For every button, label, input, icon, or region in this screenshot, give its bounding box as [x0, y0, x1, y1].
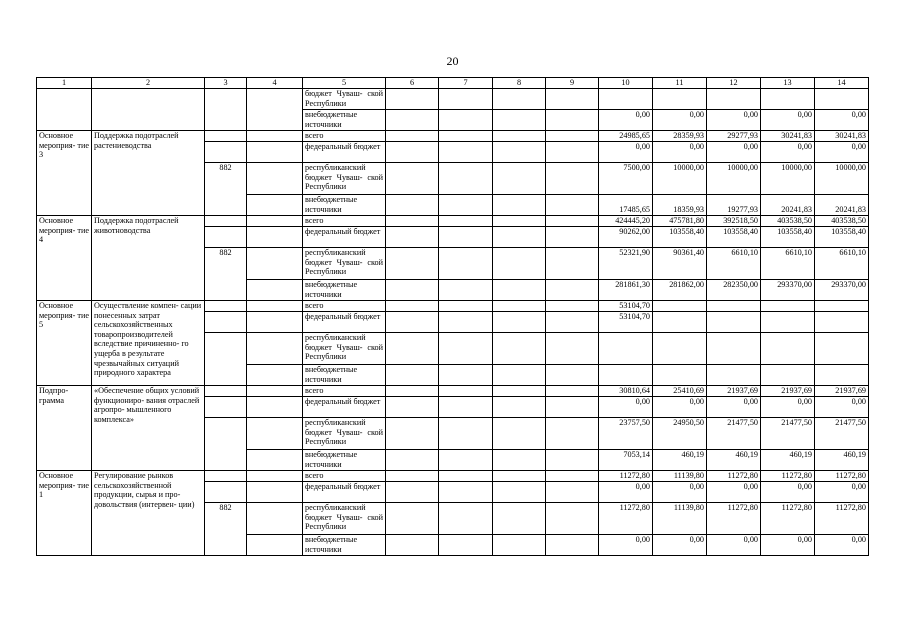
value-cell: 0,00 — [761, 482, 815, 503]
empty-cell — [493, 535, 546, 556]
empty-cell — [546, 280, 599, 301]
empty-cell — [247, 450, 303, 471]
empty-cell — [247, 142, 303, 163]
value-cell: 11272,80 — [761, 471, 815, 482]
empty-cell — [247, 89, 303, 110]
value-cell: 281861,30 — [599, 280, 653, 301]
value-cell: 7053,14 — [599, 450, 653, 471]
value-cell: 17485,65 — [599, 195, 653, 216]
empty-cell — [439, 365, 493, 386]
empty-cell — [493, 482, 546, 503]
empty-cell — [386, 503, 439, 535]
name-cell — [92, 89, 205, 110]
value-cell — [599, 333, 653, 365]
empty-cell — [386, 227, 439, 248]
value-cell: 460,19 — [707, 450, 761, 471]
empty-cell — [247, 110, 303, 131]
value-cell: 0,00 — [653, 482, 707, 503]
empty-cell — [386, 535, 439, 556]
empty-cell — [546, 110, 599, 131]
page-number: 20 — [446, 54, 459, 68]
value-cell — [707, 89, 761, 110]
empty-cell — [546, 535, 599, 556]
source-cell: внебюджетные источники — [303, 535, 386, 556]
value-cell: 0,00 — [707, 482, 761, 503]
value-cell: 0,00 — [653, 142, 707, 163]
empty-cell — [386, 418, 439, 450]
column-number-11: 11 — [653, 78, 707, 89]
value-cell: 19277,93 — [707, 195, 761, 216]
empty-cell — [386, 195, 439, 216]
value-cell: 21937,69 — [815, 386, 869, 397]
empty-cell — [546, 227, 599, 248]
value-cell: 30810,64 — [599, 386, 653, 397]
value-cell — [599, 365, 653, 386]
value-cell: 103558,40 — [653, 227, 707, 248]
empty-cell — [493, 450, 546, 471]
column-number-7: 7 — [439, 78, 493, 89]
value-cell: 10000,00 — [653, 163, 707, 195]
empty-cell — [247, 227, 303, 248]
empty-cell — [546, 471, 599, 482]
source-cell: всего — [303, 386, 386, 397]
table-row — [37, 89, 869, 110]
value-cell — [653, 301, 707, 312]
empty-cell — [386, 482, 439, 503]
empty-cell — [247, 195, 303, 216]
value-cell — [761, 301, 815, 312]
column-number-9: 9 — [546, 78, 599, 89]
status-cell: Основное мероприя- тие 5 — [37, 301, 92, 386]
table-row — [37, 110, 869, 131]
empty-cell — [546, 195, 599, 216]
empty-cell — [493, 216, 546, 227]
code-cell: 882 — [205, 163, 247, 216]
value-cell: 281862,00 — [653, 280, 707, 301]
value-cell: 403538,50 — [815, 216, 869, 227]
empty-cell — [247, 535, 303, 556]
value-cell — [707, 301, 761, 312]
code-cell — [205, 418, 247, 471]
value-cell: 25410,69 — [653, 386, 707, 397]
status-cell: Основное мероприя- тие 4 — [37, 216, 92, 301]
empty-cell — [493, 131, 546, 142]
value-cell: 0,00 — [653, 110, 707, 131]
empty-cell — [386, 397, 439, 418]
empty-cell — [493, 163, 546, 195]
empty-cell — [493, 471, 546, 482]
empty-cell — [439, 248, 493, 280]
column-number-1: 1 — [37, 78, 92, 89]
status-cell — [37, 110, 92, 131]
value-cell: 10000,00 — [761, 163, 815, 195]
empty-cell — [247, 333, 303, 365]
empty-cell — [439, 110, 493, 131]
value-cell: 24985,65 — [599, 131, 653, 142]
empty-cell — [439, 301, 493, 312]
source-cell: внебюджетные источники — [303, 280, 386, 301]
empty-cell — [247, 312, 303, 333]
column-number-5: 5 — [303, 78, 386, 89]
source-cell: внебюджетные источники — [303, 450, 386, 471]
empty-cell — [439, 195, 493, 216]
empty-cell — [439, 535, 493, 556]
empty-cell — [439, 386, 493, 397]
source-cell: федеральный бюджет — [303, 397, 386, 418]
code-cell — [205, 333, 247, 386]
value-cell: 0,00 — [707, 535, 761, 556]
empty-cell — [247, 397, 303, 418]
value-cell — [815, 312, 869, 333]
empty-cell — [493, 418, 546, 450]
value-cell: 392518,50 — [707, 216, 761, 227]
value-cell: 7500,00 — [599, 163, 653, 195]
empty-cell — [439, 482, 493, 503]
value-cell: 11272,80 — [599, 471, 653, 482]
empty-cell — [247, 131, 303, 142]
value-cell: 0,00 — [653, 535, 707, 556]
value-cell: 293370,00 — [761, 280, 815, 301]
column-number-8: 8 — [493, 78, 546, 89]
empty-cell — [493, 142, 546, 163]
source-cell: федеральный бюджет — [303, 482, 386, 503]
empty-cell — [247, 216, 303, 227]
code-cell — [205, 89, 247, 110]
value-cell: 20241,83 — [761, 195, 815, 216]
empty-cell — [386, 312, 439, 333]
status-cell — [37, 89, 92, 110]
value-cell: 11272,80 — [707, 503, 761, 535]
column-number-row — [37, 78, 869, 89]
column-number-13: 13 — [761, 78, 815, 89]
code-cell — [205, 386, 247, 397]
value-cell: 0,00 — [599, 397, 653, 418]
source-cell: всего — [303, 131, 386, 142]
code-cell — [205, 471, 247, 482]
column-number-10: 10 — [599, 78, 653, 89]
column-number-6: 6 — [386, 78, 439, 89]
empty-cell — [493, 89, 546, 110]
value-cell: 21937,69 — [707, 386, 761, 397]
empty-cell — [386, 163, 439, 195]
value-cell: 11272,80 — [599, 503, 653, 535]
name-cell: «Обеспечение общих условий функциониро- вания отраслей агропро- мышленного комплекса» — [92, 386, 205, 471]
code-cell — [205, 301, 247, 312]
value-cell: 21477,50 — [707, 418, 761, 450]
value-cell: 0,00 — [815, 142, 869, 163]
empty-cell — [439, 503, 493, 535]
empty-cell — [493, 503, 546, 535]
value-cell: 0,00 — [707, 110, 761, 131]
code-cell — [205, 216, 247, 227]
empty-cell — [493, 280, 546, 301]
empty-cell — [439, 163, 493, 195]
source-cell: республиканский бюджет Чуваш- ской Республики — [303, 503, 386, 535]
column-number-14: 14 — [815, 78, 869, 89]
empty-cell — [493, 365, 546, 386]
value-cell: 0,00 — [761, 142, 815, 163]
empty-cell — [247, 418, 303, 450]
empty-cell — [386, 216, 439, 227]
empty-cell — [546, 386, 599, 397]
value-cell: 403538,50 — [761, 216, 815, 227]
table-row — [37, 301, 869, 312]
status-cell: Основное мероприя- тие 3 — [37, 131, 92, 216]
value-cell: 6610,10 — [707, 248, 761, 280]
empty-cell — [247, 163, 303, 195]
code-cell — [205, 312, 247, 333]
empty-cell — [247, 248, 303, 280]
source-cell: внебюджетные источники — [303, 195, 386, 216]
value-cell — [761, 312, 815, 333]
table-row — [37, 471, 869, 482]
empty-cell — [546, 482, 599, 503]
value-cell — [815, 89, 869, 110]
value-cell: 28359,93 — [653, 131, 707, 142]
empty-cell — [439, 333, 493, 365]
value-cell: 0,00 — [599, 535, 653, 556]
empty-cell — [546, 312, 599, 333]
value-cell — [815, 333, 869, 365]
value-cell: 11139,80 — [653, 471, 707, 482]
value-cell — [815, 365, 869, 386]
empty-cell — [247, 503, 303, 535]
empty-cell — [546, 301, 599, 312]
table-row — [37, 386, 869, 397]
empty-cell — [386, 280, 439, 301]
empty-cell — [493, 397, 546, 418]
table-row — [37, 216, 869, 227]
value-cell: 0,00 — [815, 110, 869, 131]
empty-cell — [247, 301, 303, 312]
value-cell: 6610,10 — [815, 248, 869, 280]
empty-cell — [386, 142, 439, 163]
value-cell: 0,00 — [815, 482, 869, 503]
source-cell: республиканский бюджет Чуваш- ской Республики — [303, 163, 386, 195]
value-cell — [653, 89, 707, 110]
value-cell — [707, 365, 761, 386]
empty-cell — [439, 471, 493, 482]
name-cell: Поддержка подотраслей растениеводства — [92, 131, 205, 216]
value-cell: 0,00 — [599, 110, 653, 131]
code-cell — [205, 482, 247, 503]
empty-cell — [493, 301, 546, 312]
source-cell: бюджет Чуваш- ской Республики — [303, 89, 386, 110]
empty-cell — [247, 280, 303, 301]
value-cell: 282350,00 — [707, 280, 761, 301]
empty-cell — [386, 471, 439, 482]
empty-cell — [386, 386, 439, 397]
empty-cell — [386, 89, 439, 110]
empty-cell — [386, 248, 439, 280]
empty-cell — [546, 89, 599, 110]
source-cell: республиканский бюджет Чуваш- ской Республики — [303, 333, 386, 365]
value-cell: 0,00 — [599, 142, 653, 163]
value-cell: 0,00 — [761, 397, 815, 418]
empty-cell — [386, 110, 439, 131]
name-cell: Регулирование рынков сельскохозяйственной продукции, сырья и про- довольствия (интервен- ции) — [92, 471, 205, 556]
empty-cell — [386, 450, 439, 471]
value-cell: 90361,40 — [653, 248, 707, 280]
value-cell: 90262,00 — [599, 227, 653, 248]
value-cell: 53104,70 — [599, 301, 653, 312]
empty-cell — [546, 216, 599, 227]
value-cell: 21477,50 — [761, 418, 815, 450]
empty-cell — [493, 312, 546, 333]
empty-cell — [546, 163, 599, 195]
value-cell: 103558,40 — [815, 227, 869, 248]
value-cell: 6610,10 — [761, 248, 815, 280]
value-cell: 52321,90 — [599, 248, 653, 280]
value-cell: 103558,40 — [707, 227, 761, 248]
value-cell: 11272,80 — [761, 503, 815, 535]
value-cell — [761, 89, 815, 110]
value-cell — [653, 333, 707, 365]
empty-cell — [439, 397, 493, 418]
name-cell — [92, 110, 205, 131]
value-cell: 0,00 — [815, 535, 869, 556]
empty-cell — [386, 301, 439, 312]
source-cell: федеральный бюджет — [303, 227, 386, 248]
status-cell: Основное мероприя- тие 1 — [37, 471, 92, 556]
value-cell: 0,00 — [707, 397, 761, 418]
value-cell — [707, 312, 761, 333]
value-cell: 293370,00 — [815, 280, 869, 301]
budget-table — [36, 77, 869, 556]
value-cell — [761, 365, 815, 386]
empty-cell — [546, 450, 599, 471]
empty-cell — [546, 365, 599, 386]
code-cell — [205, 397, 247, 418]
empty-cell — [493, 248, 546, 280]
code-cell — [205, 142, 247, 163]
empty-cell — [546, 397, 599, 418]
value-cell: 24950,50 — [653, 418, 707, 450]
code-cell — [205, 110, 247, 131]
source-cell: всего — [303, 471, 386, 482]
value-cell — [761, 333, 815, 365]
empty-cell — [439, 312, 493, 333]
value-cell: 11139,80 — [653, 503, 707, 535]
value-cell — [815, 301, 869, 312]
value-cell: 460,19 — [761, 450, 815, 471]
status-cell: Подпро- грамма — [37, 386, 92, 471]
value-cell: 30241,83 — [815, 131, 869, 142]
source-cell: всего — [303, 301, 386, 312]
empty-cell — [546, 131, 599, 142]
empty-cell — [439, 280, 493, 301]
empty-cell — [493, 195, 546, 216]
value-cell — [653, 365, 707, 386]
value-cell: 29277,93 — [707, 131, 761, 142]
empty-cell — [386, 131, 439, 142]
empty-cell — [247, 482, 303, 503]
empty-cell — [546, 503, 599, 535]
column-number-4: 4 — [247, 78, 303, 89]
empty-cell — [439, 227, 493, 248]
empty-cell — [439, 418, 493, 450]
empty-cell — [493, 227, 546, 248]
name-cell: Осуществление компен- сации понесенных затрат сельскохозяйственных товаропроизводителей вследствие причиненно- го ущерба в результате чрезвычайных ситуаций природного характера — [92, 301, 205, 386]
empty-cell — [546, 142, 599, 163]
value-cell: 10000,00 — [815, 163, 869, 195]
value-cell: 11272,80 — [815, 471, 869, 482]
value-cell — [653, 312, 707, 333]
value-cell: 11272,80 — [707, 471, 761, 482]
empty-cell — [247, 365, 303, 386]
value-cell: 18359,93 — [653, 195, 707, 216]
column-number-12: 12 — [707, 78, 761, 89]
column-number-3: 3 — [205, 78, 247, 89]
value-cell: 0,00 — [707, 142, 761, 163]
name-cell: Поддержка подотраслей животноводства — [92, 216, 205, 301]
value-cell: 103558,40 — [761, 227, 815, 248]
source-cell: федеральный бюджет — [303, 142, 386, 163]
source-cell: республиканский бюджет Чуваш- ской Республики — [303, 418, 386, 450]
empty-cell — [439, 450, 493, 471]
source-cell: республиканский бюджет Чуваш- ской Республики — [303, 248, 386, 280]
source-cell: внебюджетные источники — [303, 110, 386, 131]
code-cell: 882 — [205, 503, 247, 556]
value-cell: 460,19 — [815, 450, 869, 471]
value-cell: 30241,83 — [761, 131, 815, 142]
code-cell — [205, 131, 247, 142]
empty-cell — [386, 365, 439, 386]
source-cell: внебюджетные источники — [303, 365, 386, 386]
value-cell: 11272,80 — [815, 503, 869, 535]
empty-cell — [546, 418, 599, 450]
empty-cell — [546, 333, 599, 365]
empty-cell — [493, 386, 546, 397]
value-cell — [707, 333, 761, 365]
value-cell: 23757,50 — [599, 418, 653, 450]
empty-cell — [439, 131, 493, 142]
empty-cell — [439, 216, 493, 227]
empty-cell — [493, 333, 546, 365]
empty-cell — [386, 333, 439, 365]
value-cell: 475781,80 — [653, 216, 707, 227]
value-cell: 424445,20 — [599, 216, 653, 227]
value-cell: 21477,50 — [815, 418, 869, 450]
value-cell: 53104,70 — [599, 312, 653, 333]
empty-cell — [439, 142, 493, 163]
table-row — [37, 131, 869, 142]
empty-cell — [247, 471, 303, 482]
value-cell: 0,00 — [653, 397, 707, 418]
value-cell: 10000,00 — [707, 163, 761, 195]
value-cell: 0,00 — [599, 482, 653, 503]
code-cell — [205, 227, 247, 248]
value-cell: 0,00 — [761, 535, 815, 556]
empty-cell — [247, 386, 303, 397]
source-cell: федеральный бюджет — [303, 312, 386, 333]
value-cell: 0,00 — [815, 397, 869, 418]
empty-cell — [546, 248, 599, 280]
value-cell: 20241,83 — [815, 195, 869, 216]
code-cell: 882 — [205, 248, 247, 301]
value-cell: 0,00 — [761, 110, 815, 131]
column-number-2: 2 — [92, 78, 205, 89]
value-cell: 21937,69 — [761, 386, 815, 397]
value-cell — [599, 89, 653, 110]
source-cell: всего — [303, 216, 386, 227]
empty-cell — [493, 110, 546, 131]
empty-cell — [439, 89, 493, 110]
value-cell: 460,19 — [653, 450, 707, 471]
